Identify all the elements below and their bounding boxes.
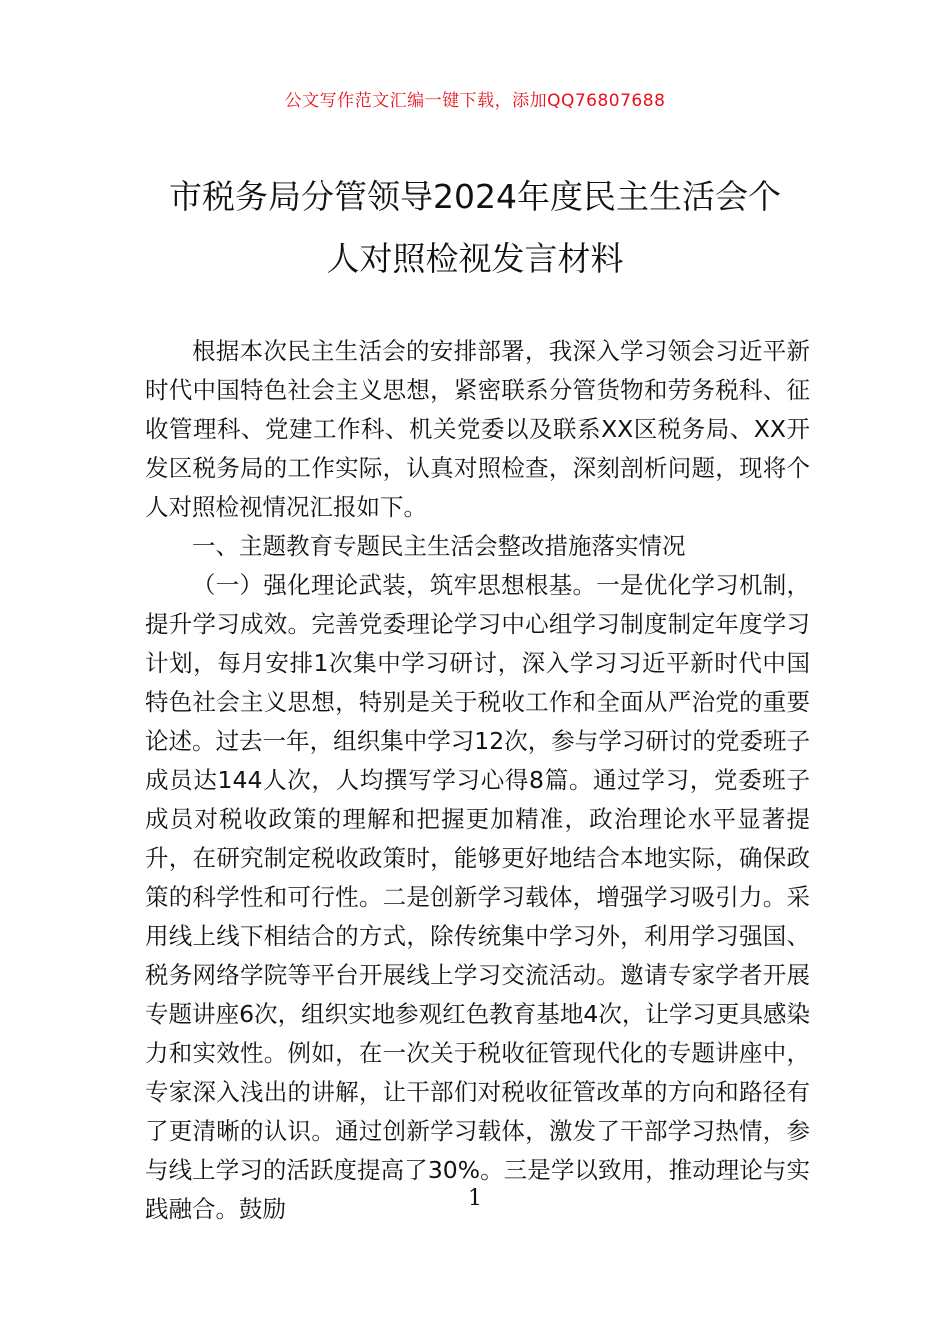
section-heading: 一、主题教育专题民主生活会整改措施落实情况 bbox=[192, 532, 686, 560]
page-number: 1 bbox=[468, 1186, 482, 1211]
document-title bbox=[120, 166, 830, 290]
body-paragraph: （一）强化理论武装，筑牢思想根基。一是优化学习机制，提升学习成效。完善党委理论学习中心组学习制度制定年度学习计划，每月安排1次集中学习研讨，深入学习习近平新时代中国特色社会主义思想，特别是关于税收工作和全面从严治党的重要论述。过去一年，组织集中学习12次，参与学习研讨的党委班子成员达144人次，人均撰写学习心得8篇。通过学习，党委班子成员对税收政策的理解和把握更加精准，政治理论水平显著提升，在研究制定税收政策时，能够更好地结合本地实际，确保政策的科学性和可行性。二是创新学习载体，增强学习吸引力。采用线上线下相结合的方式，除传统集中学习外，利用学习强国、税务网络学院等平台开展线上学习交流活动。邀请专家学者开展专题讲座6次，组织实地参观红色教育基地4次，让学习更具感染力和实效性。例如，在一次关于税收征管现代化的专题讲座中，专家深入浅出的讲解，让干部们对税收征管改革的方向和路径有了更清晰的认识。通过创新学习载体，激发了干部学习热情，参与线上学习的活跃度提高了30%。三是学以致用，推动理论与实践融合。鼓励 bbox=[145, 571, 810, 1223]
document-body bbox=[145, 332, 810, 1229]
intro-paragraph: 根据本次民主生活会的安排部署，我深入学习领会习近平新时代中国特色社会主义思想，紧密联系分管货物和劳务税科、征收管理科、党建工作科、机关党委以及联系XX区税务局、XX开发区税务局的工作实际，认真对照检查，深刻剖析问题，现将个人对照检视情况汇报如下。 bbox=[145, 337, 810, 521]
title-line-1: 市税务局分管领导2024年度民主生活会个 bbox=[169, 177, 781, 216]
title-line-2: 人对照检视发言材料 bbox=[326, 239, 624, 278]
download-promo-note: 公文写作范文汇编一键下载，添加QQ76807688 bbox=[284, 91, 666, 111]
